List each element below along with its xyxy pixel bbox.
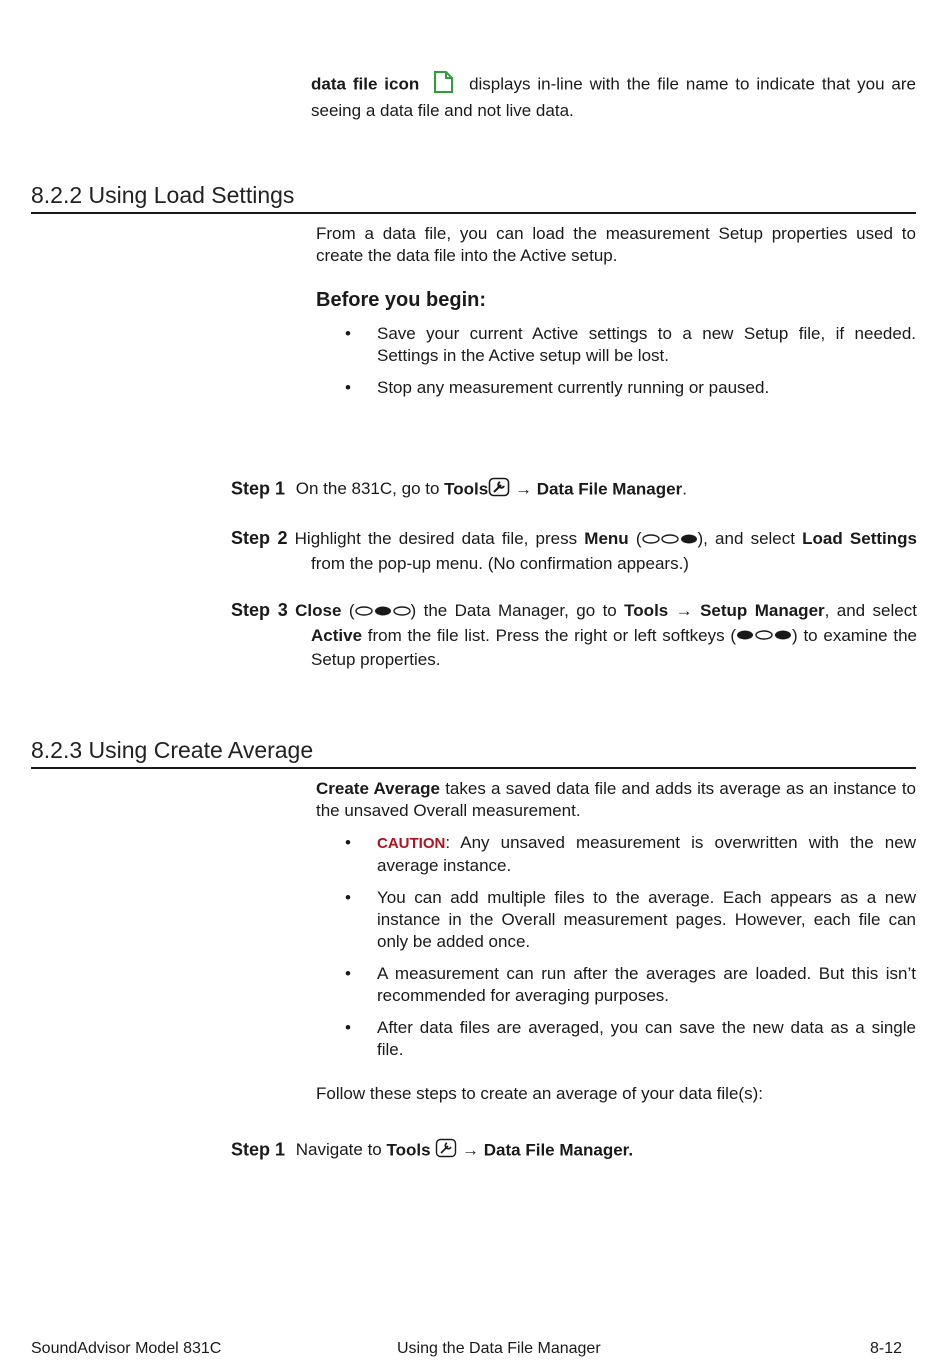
softkey-icon: [736, 624, 792, 648]
step-text: Navigate to: [295, 1140, 382, 1160]
bullet-text: After data files are averaged, you can save the new data as a single file.: [377, 1018, 916, 1059]
bullet-glyph: •: [345, 378, 351, 397]
create-average-label: Create Average: [316, 779, 440, 798]
list-item: [316, 1017, 916, 1061]
arrow: →: [514, 479, 532, 499]
softkey-icon: [355, 600, 411, 624]
close-label: Close: [295, 601, 342, 620]
step-label: Step 1: [231, 478, 286, 499]
follow-steps-text: Follow these steps to create an average of your data file(s):: [316, 1084, 763, 1103]
step-text: from the file list. Press the right or left softkeys (: [367, 625, 737, 645]
list-item: [316, 887, 916, 953]
footer-center: Using the Data File Manager: [397, 1340, 601, 1357]
list-item: [316, 963, 916, 1007]
step-822-3: Step 3 Close ( ) the Data Manager, go to Tools → Setup Manager, and select Active from the file list. Press the right or left softkeys ( ) to examine the Setup properties.: [231, 600, 918, 670]
wrench-icon: [435, 1138, 457, 1164]
before-bullet-list: [316, 323, 916, 409]
step-822-2: Step 2 Highlight the desired data file, press Menu ( ), and select Load Settings from the pop-up menu. (No confirmation appears.): [231, 526, 917, 576]
active-label: Active: [311, 625, 363, 645]
bullet-glyph: •: [345, 888, 351, 907]
intro-bold: data file icon: [311, 74, 420, 94]
arrow: →: [675, 601, 693, 620]
tools-label: Tools: [444, 479, 489, 499]
step-text: , and select: [824, 601, 917, 620]
setup-manager-label: Setup Manager: [700, 601, 825, 620]
bullet-text: Stop any measurement currently running or paused.: [377, 378, 770, 397]
bullet-text: A measurement can run after the averages are loaded. But this isn’t recommended for averaging purposes.: [377, 964, 916, 1005]
intro-text: displays in-line with the file name to indicate that you are seeing a data file and not live data.: [311, 74, 916, 120]
section-822-title: 8.2.2 Using Load Settings: [31, 182, 916, 214]
data-file-icon: [432, 70, 454, 100]
tools-label: Tools: [386, 1140, 431, 1160]
tools-label: Tools: [624, 601, 669, 620]
list-item: [316, 377, 916, 399]
bullet-glyph: •: [345, 324, 351, 343]
section-823-title: 8.2.3 Using Create Average: [31, 737, 916, 769]
step-text: Highlight the desired data file, press: [294, 529, 578, 548]
caution-label: CAUTION: [377, 835, 446, 852]
step-text: ), and select: [697, 529, 795, 548]
bullet-text: You can add multiple files to the average. Each appears as a new instance in the Overall measurement pages. However, each file can only be added once.: [377, 888, 916, 951]
menu-label: Menu: [584, 529, 629, 548]
footer-left: SoundAdvisor Model 831C: [31, 1340, 222, 1357]
arrow: →: [462, 1140, 480, 1160]
bullet-text: : Any unsaved measurement is overwritten with the new average instance.: [377, 833, 916, 875]
footer-page-number: 8-12: [870, 1340, 903, 1357]
step-text: from the pop-up menu. (No confirmation appears.): [311, 553, 689, 573]
wrench-icon: [488, 477, 510, 503]
step-label: Step 3: [231, 600, 288, 620]
step-text: ) to examine the Setup properties.: [311, 625, 918, 670]
data-file-manager-label: Data File Manager.: [483, 1140, 634, 1160]
step-text: ) the Data Manager, go to: [410, 601, 617, 620]
before-you-begin-heading: Before you begin:: [316, 289, 487, 311]
list-item: [316, 832, 916, 877]
step-822-1: [231, 477, 921, 503]
bullet-glyph: •: [345, 833, 351, 852]
bullet-glyph: •: [345, 1018, 351, 1037]
list-item: [316, 323, 916, 367]
step-text: On the 831C, go to: [295, 479, 440, 499]
step-label: Step 1: [231, 1139, 286, 1160]
softkey-icon: [642, 528, 698, 552]
step-823-1: [231, 1138, 921, 1164]
section-823-paragraph: [316, 778, 916, 822]
average-bullet-list: [316, 832, 916, 1071]
intro-paragraph: [311, 70, 916, 122]
bullet-text: Save your current Active settings to a new Setup file, if needed. Settings in the Active setup will be lost.: [377, 324, 916, 365]
period: .: [682, 479, 687, 499]
paragraph-text: takes a saved data file and adds its average as an instance to the unsaved Overall measurement.: [316, 779, 916, 820]
step-label: Step 2: [231, 528, 288, 548]
load-settings-label: Load Settings: [802, 529, 917, 548]
section-822-paragraph: From a data file, you can load the measurement Setup properties used to create the data file into the Active setup.: [316, 224, 916, 265]
bullet-glyph: •: [345, 964, 351, 983]
data-file-manager-label: Data File Manager: [536, 479, 683, 499]
